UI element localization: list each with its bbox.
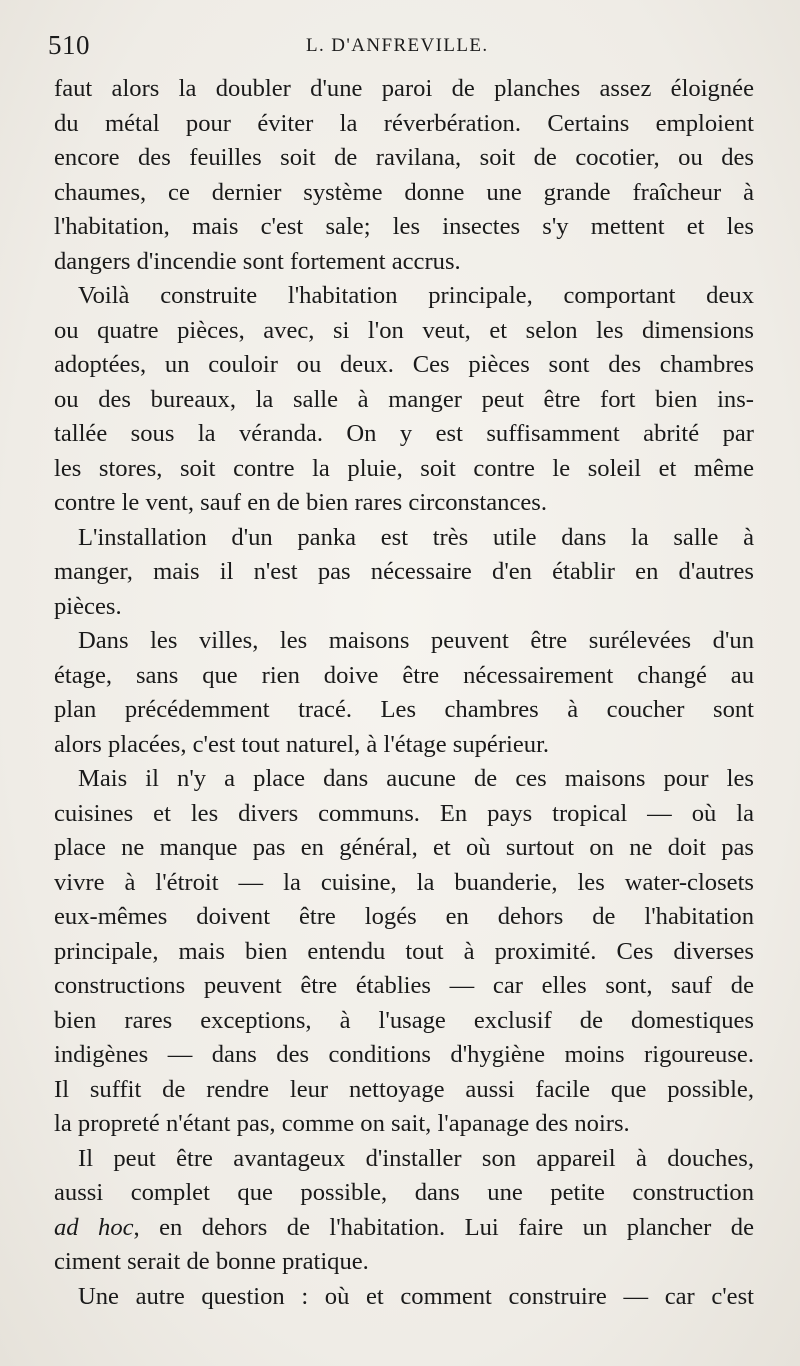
text-line — [54, 1211, 754, 1246]
text-line: les stores, soit contre la pluie, soit contre le soleil et même — [54, 454, 754, 482]
text-line: principale, mais bien entendu tout à proximité. Ces diverses — [54, 937, 754, 965]
text-line: Dans les villes, les maisons peuvent être surélevées d'un — [78, 627, 754, 654]
text-line: indigènes — dans des conditions d'hygiène moins rigoureuse. — [54, 1041, 754, 1068]
text-line: ciment serait de bonne pratique. — [54, 1248, 369, 1275]
text-line: constructions peuvent être établies — car elles sont, sauf de — [54, 972, 754, 999]
page-header — [48, 30, 760, 66]
text-line: aussi complet que possible, dans une petite construction — [54, 1179, 754, 1206]
text-line: du métal pour éviter la réverbération. Certains emploient — [54, 109, 754, 137]
text-line: pièces. — [54, 592, 122, 620]
text-line: chaumes, ce dernier système donne une grande fraîcheur à — [54, 178, 754, 206]
text-line: L'installation d'un panka est très utile dans la salle à — [78, 523, 754, 551]
text-line: Mais il n'y a place dans aucune de ces maisons pour les — [78, 765, 754, 792]
text-line: tallée sous la véranda. On y est suffisamment abrité par — [54, 420, 754, 447]
page-number: 510 — [48, 30, 90, 60]
text-line: manger, mais il n'est pas nécessaire d'en établir en d'autres — [54, 558, 754, 585]
text-line: étage, sans que rien doive être nécessairement changé au — [54, 661, 754, 689]
running-head: L. D'ANFREVILLE. — [306, 35, 489, 56]
text-line: plan précédemment tracé. Les chambres à coucher sont — [54, 696, 754, 723]
text-line: vivre à l'étroit — la cuisine, la buanderie, les water-closets — [54, 868, 754, 896]
body-text — [54, 72, 754, 1314]
text-line: Il suffit de rendre leur nettoyage aussi facile que possible, — [54, 1075, 754, 1103]
text-line: Une autre question : où et comment construire — car c'est — [78, 1282, 754, 1310]
text-line: ou quatre pièces, avec, si l'on veut, et selon les dimensions — [54, 316, 754, 344]
text-line: alors placées, c'est tout naturel, à l'étage supérieur. — [54, 730, 550, 758]
text-line: faut alors la doubler d'une paroi de planches assez éloignée — [54, 75, 754, 102]
text-line: bien rares exceptions, à l'usage exclusif de domestiques — [54, 1006, 754, 1034]
line-remainder: , en dehors de l'habitation. Lui faire un plancher de — [133, 1213, 754, 1241]
italic-phrase: ad hoc — [54, 1213, 134, 1241]
text-line: adoptées, un couloir ou deux. Ces pièces sont des chambres — [54, 351, 754, 378]
text-line: eux-mêmes doivent être logés en dehors de l'habitation — [54, 903, 754, 930]
text-line: Voilà construite l'habitation principale, comportant deux — [78, 282, 754, 309]
text-line: ou des bureaux, la salle à manger peut être fort bien ins- — [54, 385, 754, 413]
text-line: cuisines et les divers communs. En pays tropical — où la — [54, 799, 754, 827]
text-line: place ne manque pas en général, et où surtout on ne doit pas — [54, 834, 754, 861]
text-line: contre le vent, sauf en de bien rares circonstances. — [54, 489, 548, 516]
text-line: l'habitation, mais c'est sale; les insectes s'y mettent et les — [54, 213, 754, 240]
text-line: Il peut être avantageux d'installer son appareil à douches, — [78, 1144, 754, 1172]
text-line: encore des feuilles soit de ravilana, soit de cocotier, ou des — [54, 144, 754, 171]
text-line: la propreté n'étant pas, comme on sait, l'apanage des noirs. — [54, 1110, 630, 1137]
text-line: dangers d'incendie sont fortement accrus. — [54, 247, 461, 275]
